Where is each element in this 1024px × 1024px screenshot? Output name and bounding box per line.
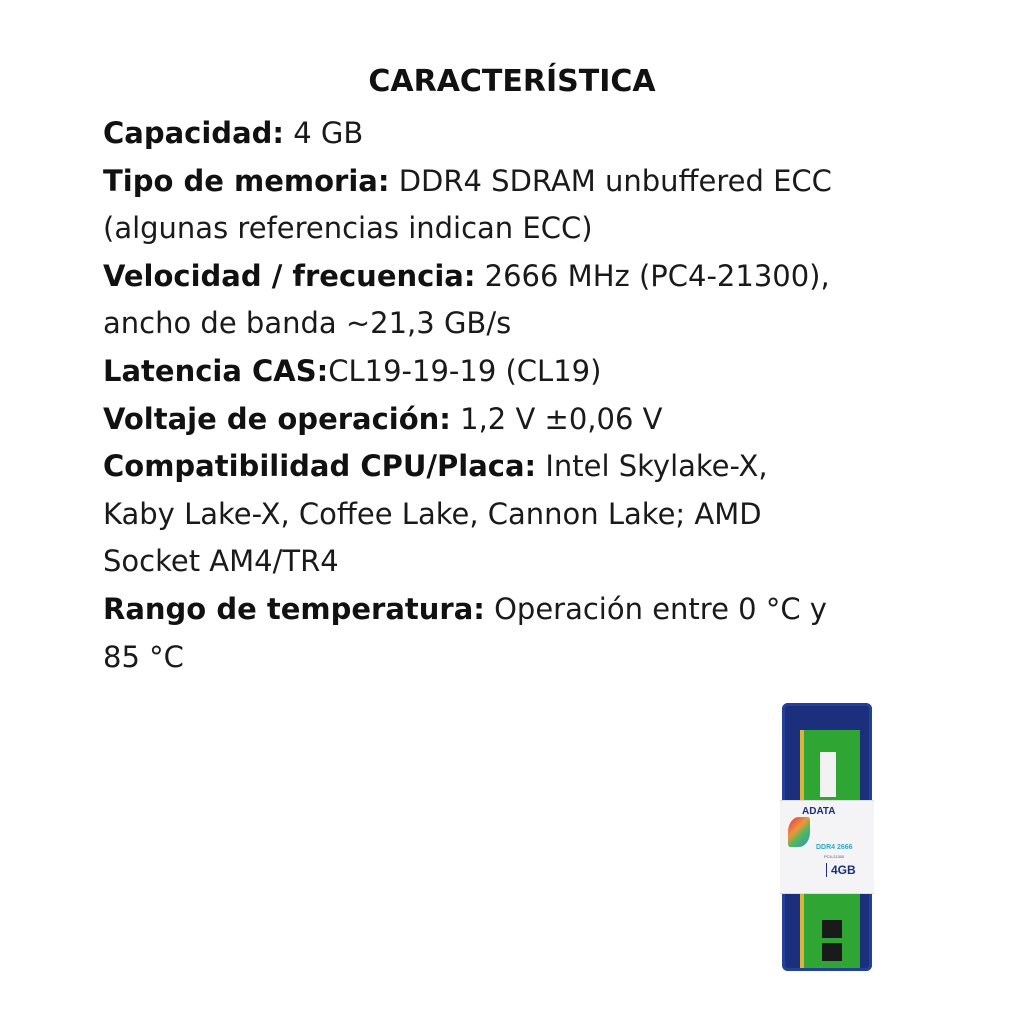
- hummingbird-logo-icon: [788, 817, 810, 847]
- spec-value: CL19-19-19 (CL19): [328, 353, 602, 388]
- spec-label: Rango de temperatura:: [103, 591, 485, 626]
- product-sub: PC4-21300: [824, 854, 845, 859]
- spec-item: [103, 443, 943, 586]
- spec-label: Latencia CAS:: [103, 353, 329, 388]
- spec-label: Velocidad / frecuencia:: [103, 258, 476, 293]
- spec-item: [103, 586, 943, 681]
- memory-chip: [822, 920, 842, 938]
- spec-label: Tipo de memoria:: [103, 163, 390, 198]
- spec-value: Intel Skylake-X,: [545, 449, 768, 484]
- page-title: CARACTERÍSTICA: [368, 64, 656, 99]
- spec-item: [103, 396, 943, 444]
- spec-value: Operación entre 0 °C y: [494, 591, 827, 626]
- product-model: DDR4 2666: [816, 844, 853, 851]
- product-capacity: 4GB: [826, 863, 856, 877]
- spec-list: [103, 110, 943, 681]
- spec-value: DDR4 SDRAM unbuffered ECC: [398, 163, 832, 198]
- product-image-ram-package: [782, 703, 872, 971]
- spec-label: Voltaje de operación:: [103, 401, 451, 436]
- spec-value: ancho de banda ~21,3 GB/s: [103, 306, 512, 341]
- package-label-band: [780, 800, 874, 894]
- memory-chip: [822, 943, 842, 961]
- spec-item: [103, 253, 943, 348]
- spec-item: [103, 158, 943, 253]
- spec-value: Socket AM4/TR4: [103, 544, 339, 579]
- spec-value: (algunas referencias indican ECC): [103, 211, 593, 246]
- module-sticker: [820, 752, 836, 797]
- spec-value: 4 GB: [293, 116, 364, 150]
- spec-value: 1,2 V ±0,06 V: [460, 401, 663, 436]
- spec-value: 85 °C: [103, 639, 184, 674]
- spec-label: Capacidad:: [103, 116, 284, 150]
- spec-value: 2666 MHz (PC4-21300),: [484, 258, 830, 293]
- brand-logo: ADATA: [802, 806, 836, 817]
- spec-item: [103, 348, 943, 396]
- spec-label: Compatibilidad CPU/Placa:: [103, 449, 537, 484]
- spec-item: [103, 110, 943, 158]
- spec-value: Kaby Lake-X, Coffee Lake, Cannon Lake; AMD: [103, 496, 762, 531]
